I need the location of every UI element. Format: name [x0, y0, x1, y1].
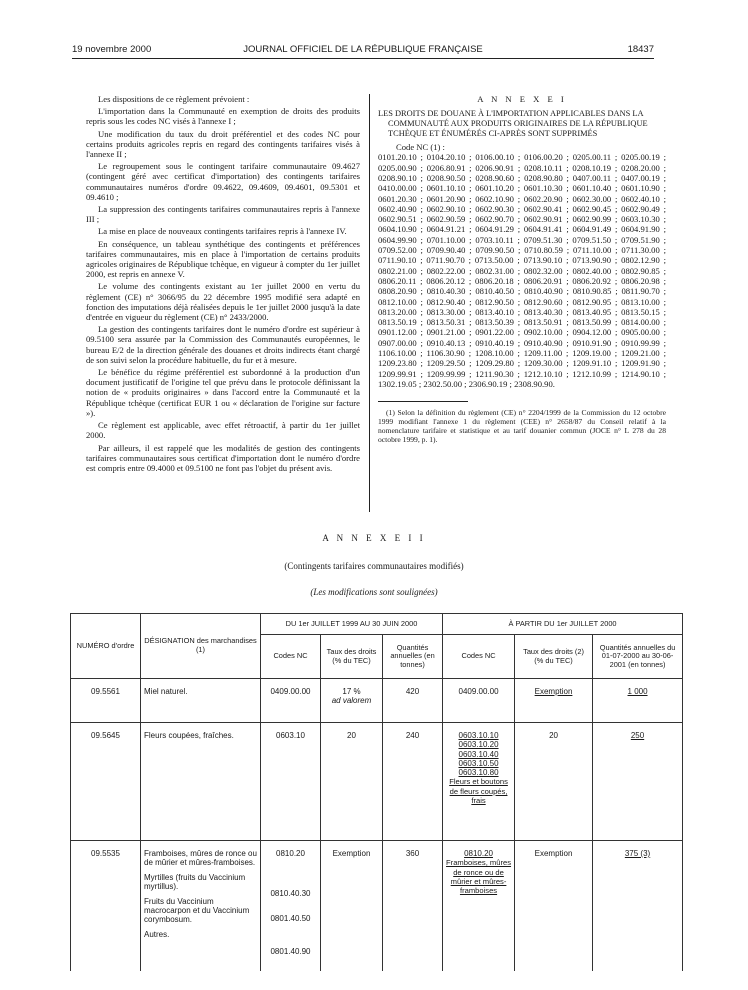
paragraph: Une modification du taux du droit préférentiel et des codes NC pour certains produits agricoles repris en regard des contingents tarifaires visés à l'annexe II ;	[86, 128, 360, 160]
taux-qualifier: ad valorem	[331, 696, 372, 705]
quota-table	[70, 613, 683, 971]
code-nc: 0801.40.90	[270, 947, 311, 956]
code-nc: 0603.10.40	[458, 749, 499, 759]
header-period-2000: À PARTIR DU 1er JUILLET 2000	[443, 614, 683, 635]
row-codes-nc-2	[443, 841, 515, 971]
code-description: Framboises, mûres de ronce ou de mûrier et mûres-framboises	[446, 858, 512, 896]
right-column	[378, 94, 666, 444]
taux-value: 17 %	[342, 687, 361, 696]
footnote: (1) Selon la définition du règlement (CE) n° 2204/1999 de la Commission du 12 octobre 1999 modifiant l'annexe 1 du règlement (CEE) n° 2658/87 du Conseil relatif à la nomenclature tarifaire et statistique et au tarif douanier commun (JOCE n° L 278 du 28 octobre 1999, p. 1).	[378, 408, 666, 445]
left-column	[86, 94, 360, 475]
row-quantites-2: 250	[593, 723, 683, 841]
designation-item: Autres.	[144, 929, 170, 939]
row-taux-1: 20	[321, 723, 383, 841]
header-codes-nc-1: Codes NC	[261, 635, 321, 679]
row-codes-nc-2: 0409.00.00	[443, 679, 515, 723]
row-quantites-1: 420	[383, 679, 443, 723]
row-codes-nc-2	[443, 723, 515, 841]
row-taux-2: Exemption	[515, 679, 593, 723]
designation-item: Framboises, mûres de ronce ou de mûrier et mûres-framboises.	[144, 849, 257, 868]
designation-item: Fruits du Vaccinium macrocarpon et du Vaccinium corymbosum.	[144, 896, 250, 925]
paragraph: Le volume des contingents existant au 1er juillet 2000 en vertu du règlement (CE) n° 3066/95 du 22 décembre 1995 modifié sera adapté en fonction des imputations déjà réalisées depuis le 1er juillet 2000 jusqu'à la date d'entrée en vigueur du règlement (CE) n° 2433/2000.	[86, 281, 360, 323]
designation-item: Myrtilles (fruits du Vaccinium myrtillus).	[144, 872, 246, 892]
row-codes-nc-1: 0409.00.00	[261, 679, 321, 723]
annex-2-note: (Les modifications sont soulignées)	[310, 587, 438, 597]
code-nc: 0603.10.80	[458, 768, 499, 778]
code-nc: 0810.40.30	[270, 889, 311, 898]
code-nc: 0810.20	[276, 849, 305, 858]
row-quantites-1: 360	[383, 841, 443, 971]
paragraph: Le bénéfice du régime préférentiel est subordonné à la production d'un document justificatif de l'origine tel que prévu dans le protocole définissant la notion de « produits originaires » dans l'accord entre la Communauté et la République tchèque (certificat EUR 1 ou « déclaration de l'origine sur facture »).	[86, 367, 360, 418]
row-designation	[141, 841, 261, 971]
header-period-1999: DU 1er JUILLET 1999 AU 30 JUIN 2000	[261, 614, 443, 635]
row-codes-nc-1	[261, 841, 321, 971]
paragraph: Ce règlement est applicable, avec effet rétroactif, à partir du 1er juillet 2000.	[86, 420, 360, 441]
code-description: Fleurs et boutons de fleurs coupés, frais	[449, 777, 508, 806]
paragraph: Le regroupement sous le contingent tarifaire communautaire 09.4627 (contingent géré avec certificat d'importation) des contingents tarifaires communautaires numéros d'ordre 09.4622, 09.4609, 09.4601, 09.5301 et 09.4610 ;	[86, 161, 360, 202]
code-nc: 0603.10.20	[458, 740, 499, 750]
row-codes-nc-1: 0603.10	[261, 723, 321, 841]
header-designation: DÉSIGNATION des marchandises (1)	[141, 614, 261, 679]
header-journal-title: JOURNAL OFFICIEL DE LA RÉPUBLIQUE FRANÇAISE	[243, 44, 483, 55]
paragraph: L'importation dans la Communauté en exemption de droits des produits repris sous les codes NC visés à l'annexe I ;	[86, 106, 360, 127]
paragraph: En conséquence, un tableau synthétique des contingents et préférences tarifaires communautaires, mis en place à l'importation de certains produits agricoles originaires de République tchèque, en vigueur à compter du 1er juillet 2000, est repris en annexe V.	[86, 238, 360, 280]
footnote-rule	[378, 401, 468, 402]
paragraph: Les dispositions de ce règlement prévoient :	[98, 94, 250, 104]
header-page-number: 18437	[627, 44, 654, 55]
column-divider	[369, 94, 370, 512]
row-taux-2: Exemption	[515, 841, 593, 971]
header-taux-2: Taux des droits (2) (% du TEC)	[515, 635, 593, 679]
header-codes-nc-2: Codes NC	[443, 635, 515, 679]
row-designation: Fleurs coupées, fraîches.	[141, 723, 261, 841]
header-quantites-2: Quantités annuelles du 01-07-2000 au 30-06-2001 (en tonnes)	[593, 635, 683, 679]
paragraph: La mise en place de nouveaux contingents tarifaires repris à l'annexe IV.	[98, 226, 347, 237]
code-nc: 0603.10.50	[458, 758, 499, 768]
header-quantites-1: Quantités annuelles (en tonnes)	[383, 635, 443, 679]
annex-1-label: A N N E X E I	[477, 94, 567, 104]
row-designation: Miel naturel.	[141, 679, 261, 723]
header-taux-1: Taux des droits (% du TEC)	[321, 635, 383, 679]
code-nc: 0810.20	[464, 849, 493, 858]
paragraph: Par ailleurs, il est rappelé que les modalités de gestion des contingents tarifaires communautaires sous certificat d'importation dont le numéro d'ordre est compris entre 09.4000 et 09.5100 ne font pas l'objet du présent avis.	[86, 442, 360, 473]
annex-1-title: LES DROITS DE DOUANE À L'IMPORTATION APPLICABLES DANS LA COMMUNAUTÉ AUX PRODUITS ORIGINAIRES DE LA RÉPUBLIQUE TCHÈQUE ET ÉNUMÉRÉS CI-APRÈS SONT SUPPRIMÉS	[378, 109, 648, 139]
annex-2-subtitle: (Contingents tarifaires communautaires modifiés)	[284, 561, 464, 571]
row-taux-1	[321, 679, 383, 723]
paragraph: La suppression des contingents tarifaires communautaires repris à l'annexe III ;	[86, 204, 360, 225]
row-quantites-2: 1 000	[593, 679, 683, 723]
header-date: 19 novembre 2000	[72, 44, 152, 55]
row-numero: 09.5645	[71, 723, 141, 841]
code-nc: 0603.10.10	[458, 731, 499, 740]
row-taux-2: 20	[515, 723, 593, 841]
annex-2-label: A N N E X E I I	[322, 533, 426, 543]
row-quantites-1: 240	[383, 723, 443, 841]
row-numero: 09.5535	[71, 841, 141, 971]
row-taux-1: Exemption	[321, 841, 383, 971]
page-header	[72, 44, 654, 58]
row-numero: 09.5561	[71, 679, 141, 723]
paragraph: La gestion des contingents tarifaires dont le numéro d'ordre est supérieur à 09.5100 sera assurée par la Commission des Communautés européennes, le bureau E/2 de la direction générale des douanes et droits indirects étant chargé de son suivi selon la procédure habituelle, du fur et à mesure.	[86, 324, 360, 365]
code-nc-list: 0101.20.10 ; 0104.20.10 ; 0106.00.10 ; 0106.00.20 ; 0205.00.11 ; 0205.00.19 ; 0205.00.90 ; 0206.80.91 ; 0206.90.91 ; 0208.10.11 ; 0208.10.19 ; 0208.20.00 ; 0208.90.10 ; 0208.90.50 ; 0208.90.60 ; 0208.90.80 ; 0407.00.11 ; 0407.00.19 ; 0410.00.00 ; 0601.10.10 ; 0601.10.20 ; 0601.10.30 ; 0601.10.40 ; 0601.10.90 ; 0601.20.30 ; 0601.20.90 ; 0602.10.90 ; 0602.20.90 ; 0602.30.00 ; 0602.40.10 ; 0602.40.90 ; 0602.90.10 ; 0602.90.30 ; 0602.90.41 ; 0602.90.45 ; 0602.90.49 ; 0602.90.51 ; 0602.90.59 ; 0602.90.70 ; 0602.90.91 ; 0602.90.99 ; 0603.10.30 ; 0604.10.90 ; 0604.91.21 ; 0604.91.29 ; 0604.91.41 ; 0604.91.49 ; 0604.91.90 ; 0604.99.90 ; 0701.10.00 ; 0703.10.11 ; 0709.51.30 ; 0709.51.50 ; 0709.51.90 ; 0709.52.00 ; 0709.90.40 ; 0709.90.50 ; 0710.80.59 ; 0711.10.00 ; 0711.30.00 ; 0711.90.10 ; 0711.90.70 ; 0713.50.00 ; 0713.90.10 ; 0713.90.90 ; 0802.12.90 ; 0802.21.00 ; 0802.22.00 ; 0802.31.00 ; 0802.32.00 ; 0802.40.00 ; 0802.90.85 ; 0806.20.11 ; 0806.20.12 ; 0806.20.18 ; 0806.20.91 ; 0806.20.92 ; 0806.20.98 ; 0808.20.90 ; 0810.40.30 ; 0810.40.50 ; 0810.40.90 ; 0810.90.85 ; 0811.90.70 ; 0812.10.00 ; 0812.90.40 ; 0812.90.50 ; 0812.90.60 ; 0812.90.95 ; 0813.10.00 ; 0813.20.00 ; 0813.30.00 ; 0813.40.10 ; 0813.40.30 ; 0813.40.95 ; 0813.50.15 ; 0813.50.19 ; 0813.50.31 ; 0813.50.39 ; 0813.50.91 ; 0813.50.99 ; 0814.00.00 ; 0901.12.00 ; 0901.21.00 ; 0901.22.00 ; 0902.10.00 ; 0904.12.00 ; 0905.00.00 ; 0907.00.00 ; 0910.40.13 ; 0910.40.19 ; 0910.40.90 ; 0910.91.90 ; 0910.99.99 ; 1106.10.00 ; 1106.30.90 ; 1208.10.00 ; 1209.11.00 ; 1209.19.00 ; 1209.21.00 ; 1209.23.80 ; 1209.29.50 ; 1209.29.80 ; 1209.30.00 ; 1209.91.10 ; 1209.91.90 ; 1209.99.91 ; 1209.99.99 ; 1211.90.30 ; 1212.10.10 ; 1212.10.99 ; 1214.90.10 ; 1302.19.05 ; 2302.50.00 ; 2306.90.19 ; 2308.90.90.	[378, 152, 666, 389]
header-numero: NUMÉRO d'ordre	[71, 614, 141, 679]
code-nc-heading: Code NC (1) :	[396, 142, 445, 153]
header-rule	[72, 58, 654, 59]
code-nc: 0801.40.50	[270, 914, 311, 923]
row-quantites-2: 375 (3)	[593, 841, 683, 971]
